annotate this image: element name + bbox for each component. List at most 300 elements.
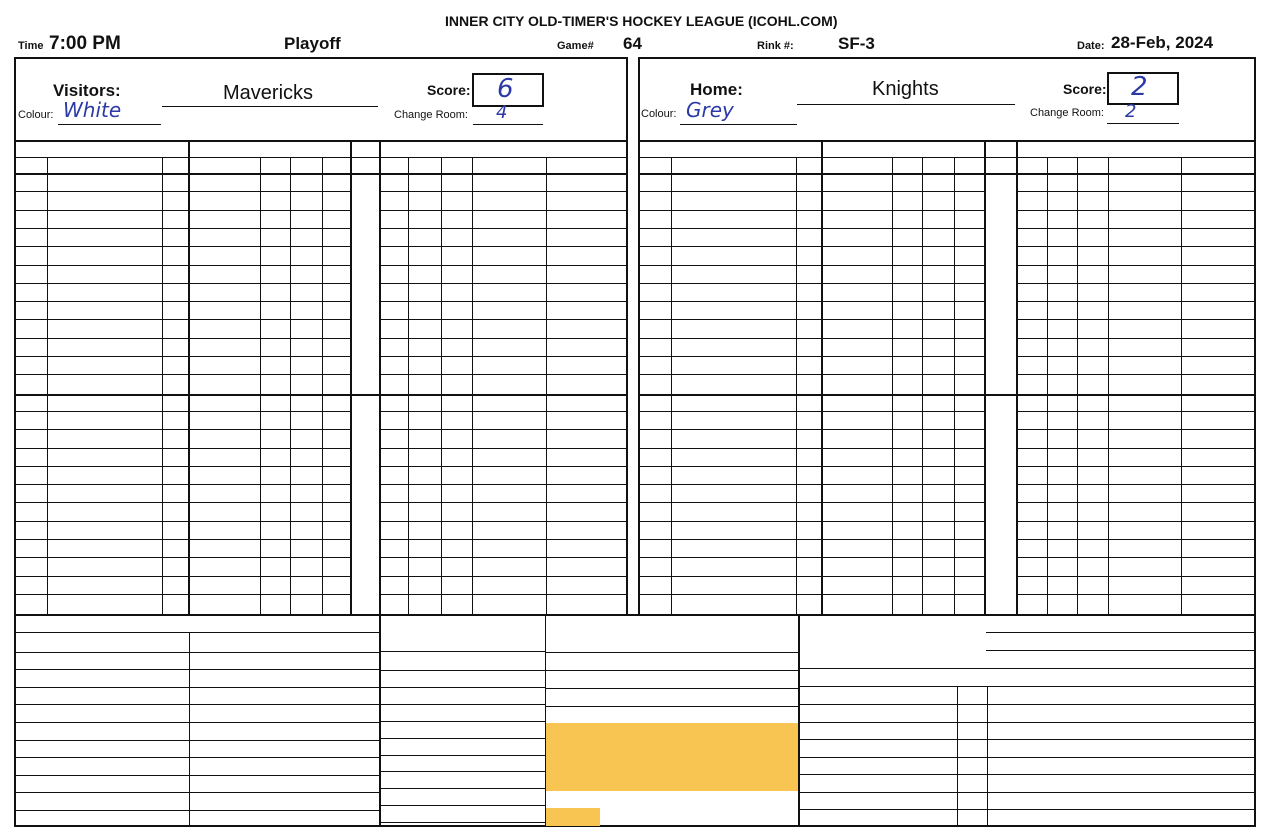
rink-value: SF-3 <box>838 34 875 53</box>
grid-line <box>798 739 1256 740</box>
grid-line <box>1016 210 1254 211</box>
grid-line <box>1016 448 1254 449</box>
home-player-int <box>796 393 821 411</box>
home-player-int <box>796 301 821 319</box>
visitors-player-no <box>16 319 43 337</box>
grid-line <box>16 740 379 741</box>
home-col-cd <box>1077 157 1108 173</box>
grid-line <box>16 576 350 577</box>
visitors-score-goal <box>260 228 290 246</box>
grid-line <box>545 614 546 827</box>
visitors-score-assist2 <box>322 191 350 209</box>
grid-line <box>1016 301 1254 302</box>
home-player-name <box>674 356 796 374</box>
home-room-label: Change Room: <box>1030 107 1104 119</box>
home-player-no <box>640 283 667 301</box>
home-player-no <box>640 191 667 209</box>
grid-line <box>1016 576 1254 577</box>
grid-line <box>545 706 798 707</box>
visitors-player-no <box>16 374 43 392</box>
home-prd-header <box>984 140 1016 157</box>
grid-line <box>379 283 626 284</box>
home-player-int <box>796 448 821 466</box>
game-label: Game# <box>557 40 594 52</box>
visitors-colour: White <box>63 98 122 122</box>
grid-line <box>379 411 626 412</box>
grid-line <box>1016 429 1254 430</box>
grid-line <box>379 374 626 375</box>
grid-line <box>640 557 984 558</box>
home-score: 2 <box>1131 72 1148 102</box>
grid-line <box>16 632 379 633</box>
grid-line <box>379 429 626 430</box>
home-player-name <box>674 191 796 209</box>
visitors-pen-cd <box>441 393 472 411</box>
grid-line <box>1016 594 1254 595</box>
visitors-player-no <box>16 283 43 301</box>
grid-line <box>379 140 381 614</box>
home-player-no <box>640 466 667 484</box>
grid-line <box>379 557 626 558</box>
home-score-assist1 <box>922 393 954 411</box>
visitors-col-time_off <box>472 157 546 173</box>
grid-line <box>1016 228 1254 229</box>
home-score-time <box>823 393 892 411</box>
grid-line <box>16 792 379 793</box>
visitors-player-int <box>162 301 188 319</box>
home-player-no <box>640 429 667 447</box>
game-number: 64 <box>623 34 642 53</box>
grid-line <box>671 157 672 614</box>
home-player-name <box>674 228 796 246</box>
home-player-no <box>640 502 667 520</box>
home-player-name <box>674 338 796 356</box>
grid-line <box>922 157 923 614</box>
home-player-no <box>640 393 667 411</box>
visitors-player-no <box>16 228 43 246</box>
grid-line <box>16 429 350 430</box>
grid-line <box>472 157 473 614</box>
home-player-no <box>640 374 667 392</box>
home-team: Knights <box>872 78 939 100</box>
visitors-player-int <box>162 228 188 246</box>
visitors-score-time <box>190 228 260 246</box>
grid-line <box>1016 374 1254 375</box>
grid-line <box>379 356 626 357</box>
visitors-player-int <box>162 319 188 337</box>
grid-line <box>986 650 1254 651</box>
serving-swatch <box>546 808 600 826</box>
grid-line <box>1016 502 1254 503</box>
home-col-time_off <box>1108 157 1181 173</box>
grid-line <box>379 721 545 722</box>
home-penalties-header <box>1016 140 1254 157</box>
visitors-col-name <box>47 157 162 173</box>
grid-line <box>379 338 626 339</box>
grid-line <box>1047 157 1048 614</box>
home-player-name <box>674 429 796 447</box>
home-player-no <box>640 173 667 191</box>
visitors-score-label: Score: <box>427 82 471 98</box>
grid-line <box>1016 246 1254 247</box>
grid-line <box>47 157 48 614</box>
visitors-col-time <box>188 157 260 173</box>
visitors-player-no <box>16 210 43 228</box>
grid-line <box>640 576 984 577</box>
visitors-players-header <box>16 140 188 157</box>
grid-line <box>986 632 1254 633</box>
home-pen-no <box>1016 173 1047 191</box>
home-player-no <box>640 246 667 264</box>
grid-line <box>379 704 545 705</box>
grid-line <box>16 539 350 540</box>
visitors-player-no <box>16 191 43 209</box>
visitors-player-int <box>162 173 188 191</box>
home-player-name <box>674 484 796 502</box>
visitors-col-no <box>16 157 47 173</box>
grid-line <box>379 670 545 671</box>
home-player-no <box>640 356 667 374</box>
visitors-player-int <box>162 411 188 429</box>
grid-line <box>1016 521 1254 522</box>
grid-line <box>1016 466 1254 467</box>
grid-line <box>16 669 379 670</box>
grid-line <box>379 210 626 211</box>
grid-line <box>798 757 1256 758</box>
visitors-pen-no <box>379 393 408 411</box>
home-label: Home: <box>690 80 743 99</box>
home-room: 2 <box>1125 101 1137 122</box>
grid-line <box>379 502 626 503</box>
grid-line <box>640 539 984 540</box>
grid-line <box>1181 157 1182 614</box>
visitors-player-name <box>50 356 162 374</box>
home-pen-on <box>1181 173 1254 191</box>
home-score-assist2 <box>954 173 984 191</box>
visitors-player-no <box>16 393 43 411</box>
grid-line <box>379 805 545 806</box>
grid-line <box>379 521 626 522</box>
game-time: 7:00 PM <box>49 33 121 54</box>
home-player-no <box>640 228 667 246</box>
time-label: Time <box>18 40 44 52</box>
home-player-name <box>674 319 796 337</box>
visitors-player-name <box>50 210 162 228</box>
visitors-score-assist2 <box>322 393 350 411</box>
visitors-score-goal <box>260 393 290 411</box>
grid-line <box>1108 157 1109 614</box>
home-player-name <box>674 283 796 301</box>
home-col-time <box>821 157 892 173</box>
visitors-score-assist1 <box>290 191 322 209</box>
home-col-int <box>796 157 821 173</box>
grid-line <box>1016 265 1254 266</box>
home-player-int <box>796 319 821 337</box>
visitors-player-int <box>162 191 188 209</box>
grid-line <box>798 668 1256 669</box>
grid-line <box>379 246 626 247</box>
visitors-player-int <box>162 210 188 228</box>
grid-line <box>379 191 626 192</box>
grid-line <box>16 484 350 485</box>
home-pen-cd <box>1077 173 1108 191</box>
home-player-no <box>640 338 667 356</box>
home-player-name <box>674 502 796 520</box>
visitors-player-name <box>50 173 162 191</box>
visitors-player-int <box>162 283 188 301</box>
home-player-int <box>796 210 821 228</box>
home-player-int <box>796 265 821 283</box>
grid-line <box>1016 191 1254 192</box>
rink-label: Rink #: <box>757 40 794 52</box>
grid-line <box>16 448 350 449</box>
grid-line <box>379 319 626 320</box>
visitors-player-name <box>50 411 162 429</box>
grid-line <box>189 632 190 827</box>
grid-line <box>379 539 626 540</box>
grid-line <box>1016 356 1254 357</box>
grid-line <box>379 755 545 756</box>
grid-line <box>16 466 350 467</box>
legend-panel <box>14 614 1256 827</box>
visitors-score-assist2 <box>322 210 350 228</box>
grid-line <box>16 557 350 558</box>
home-col-min <box>1047 157 1077 173</box>
grid-line <box>16 652 379 653</box>
visitors-player-name <box>50 246 162 264</box>
grid-line <box>379 228 626 229</box>
visitors-room: 4 <box>496 102 508 123</box>
visitors-score-goal <box>260 191 290 209</box>
visitors-room-label: Change Room: <box>394 109 468 121</box>
grid-line <box>408 157 409 614</box>
home-player-int <box>796 173 821 191</box>
visitors-col-min <box>408 157 441 173</box>
grid-line <box>1016 539 1254 540</box>
home-player-no <box>640 210 667 228</box>
home-player-name <box>674 301 796 319</box>
grid-line <box>379 738 545 739</box>
grid-line <box>1016 140 1018 614</box>
visitors-col-cd <box>441 157 472 173</box>
home-player-name <box>674 393 796 411</box>
home-score-assist1 <box>922 173 954 191</box>
grid-line <box>16 502 350 503</box>
home-player-int <box>796 484 821 502</box>
grid-line <box>640 594 984 595</box>
grid-line <box>379 484 626 485</box>
visitors-col-assist <box>290 157 350 173</box>
grid-line <box>640 521 984 522</box>
visitors-score-assist1 <box>290 411 322 429</box>
home-player-no <box>640 319 667 337</box>
grid-line <box>798 614 800 827</box>
visitors-player-no <box>16 173 43 191</box>
visitors-player-name <box>50 228 162 246</box>
home-colour: Grey <box>686 98 734 122</box>
grid-line <box>545 652 798 653</box>
visitors-col-no <box>379 157 408 173</box>
visitors-player-int <box>162 338 188 356</box>
game-date: 28-Feb, 2024 <box>1111 33 1214 52</box>
home-player-name <box>674 411 796 429</box>
visitors-pen-on <box>546 393 626 411</box>
visitors-score-time <box>190 173 260 191</box>
grid-line <box>441 157 442 614</box>
grid-line <box>1016 411 1254 412</box>
grid-line <box>1016 283 1254 284</box>
grid-line <box>16 521 350 522</box>
visitors-player-name <box>50 265 162 283</box>
grid-line <box>379 771 545 772</box>
visitors-player-no <box>16 301 43 319</box>
grid-line <box>798 774 1256 775</box>
grid-line <box>379 822 545 823</box>
grid-line <box>379 448 626 449</box>
grid-line <box>1016 484 1254 485</box>
visitors-col-goal <box>260 157 290 173</box>
home-score-label: Score: <box>1063 81 1107 97</box>
grid-line <box>16 704 379 705</box>
visitors-score-time <box>190 210 260 228</box>
visitors-score-time <box>190 191 260 209</box>
visitors-player-int <box>162 393 188 411</box>
home-pen-min <box>1047 173 1077 191</box>
visitors-player-name <box>50 393 162 411</box>
home-player-int <box>796 356 821 374</box>
home-col-no <box>1016 157 1047 173</box>
visitors-score-goal <box>260 210 290 228</box>
visitors-score-assist1 <box>290 210 322 228</box>
grid-line <box>798 722 1256 723</box>
home-player-no <box>640 484 667 502</box>
home-player-name <box>674 448 796 466</box>
grid-line <box>546 157 547 614</box>
home-col-no <box>640 157 671 173</box>
visitors-score-assist1 <box>290 173 322 191</box>
home-player-int <box>796 191 821 209</box>
visitors-score-assist2 <box>322 228 350 246</box>
visitors-player-name <box>50 283 162 301</box>
grid-line <box>379 651 545 652</box>
home-player-int <box>796 283 821 301</box>
visitors-colour-label: Colour: <box>18 109 54 121</box>
grid-line <box>379 687 545 688</box>
home-player-name <box>674 265 796 283</box>
home-score-goal <box>892 173 922 191</box>
home-player-name <box>674 374 796 392</box>
visitors-col-time_on <box>546 157 626 173</box>
home-player-name <box>674 173 796 191</box>
grid-line <box>892 157 893 614</box>
visitors-score-time <box>190 393 260 411</box>
visitors-player-name <box>50 301 162 319</box>
home-player-no <box>640 265 667 283</box>
visitors-score-assist1 <box>290 393 322 411</box>
home-player-no <box>640 448 667 466</box>
grid-line <box>821 140 823 614</box>
notes-highlight <box>546 723 798 791</box>
grid-line <box>16 722 379 723</box>
home-player-int <box>796 429 821 447</box>
visitors-prd-header <box>350 140 379 157</box>
grid-line <box>545 670 798 671</box>
visitors-team: Mavericks <box>223 82 314 104</box>
visitors-player-no <box>16 338 43 356</box>
home-col-name <box>671 157 796 173</box>
grid-line <box>1016 319 1254 320</box>
home-player-name <box>674 246 796 264</box>
grid-line <box>798 686 1256 687</box>
home-col-goal <box>892 157 922 173</box>
home-pen-off <box>1108 173 1181 191</box>
visitors-player-no <box>16 356 43 374</box>
visitors-player-no <box>16 411 43 429</box>
visitors-label: Visitors: <box>53 81 121 100</box>
home-player-int <box>796 338 821 356</box>
visitors-player-int <box>162 265 188 283</box>
home-score-time <box>823 173 892 191</box>
home-players-header <box>640 140 821 157</box>
grid-line <box>984 140 986 614</box>
visitors-player-no <box>16 246 43 264</box>
home-player-no <box>640 301 667 319</box>
grid-line <box>1016 557 1254 558</box>
visitors-score-goal <box>260 411 290 429</box>
grid-line <box>1016 338 1254 339</box>
grid-line <box>379 576 626 577</box>
date-label: Date: <box>1077 40 1105 52</box>
visitors-score: 6 <box>497 74 514 104</box>
home-colour-label: Colour: <box>641 108 677 120</box>
visitors-player-int <box>162 374 188 392</box>
grid-line <box>350 140 352 614</box>
grid-line <box>379 788 545 789</box>
home-score-goal <box>892 393 922 411</box>
home-col-time_on <box>1181 157 1254 173</box>
home-player-no <box>640 411 667 429</box>
home-scoring-header <box>821 140 984 157</box>
home-player-name <box>674 466 796 484</box>
home-score-assist2 <box>954 393 984 411</box>
grid-line <box>798 704 1256 705</box>
visitors-player-name <box>50 338 162 356</box>
grid-line <box>798 809 1256 810</box>
grid-line <box>379 594 626 595</box>
visitors-player-int <box>162 246 188 264</box>
grid-line <box>16 687 379 688</box>
game-type: Playoff <box>284 34 341 53</box>
visitors-player-name <box>50 374 162 392</box>
grid-line <box>1077 157 1078 614</box>
visitors-player-int <box>162 356 188 374</box>
grid-line <box>379 301 626 302</box>
home-player-int <box>796 411 821 429</box>
home-col-assist <box>922 157 984 173</box>
grid-line <box>16 810 379 811</box>
home-player-int <box>796 228 821 246</box>
grid-line <box>954 157 955 614</box>
grid-line <box>545 688 798 689</box>
grid-line <box>16 757 379 758</box>
grid-line <box>16 594 350 595</box>
home-player-int <box>796 502 821 520</box>
visitors-pen-off <box>472 393 546 411</box>
visitors-player-no <box>16 265 43 283</box>
visitors-penalties-header <box>379 140 626 157</box>
grid-line <box>379 265 626 266</box>
visitors-score-assist2 <box>322 411 350 429</box>
